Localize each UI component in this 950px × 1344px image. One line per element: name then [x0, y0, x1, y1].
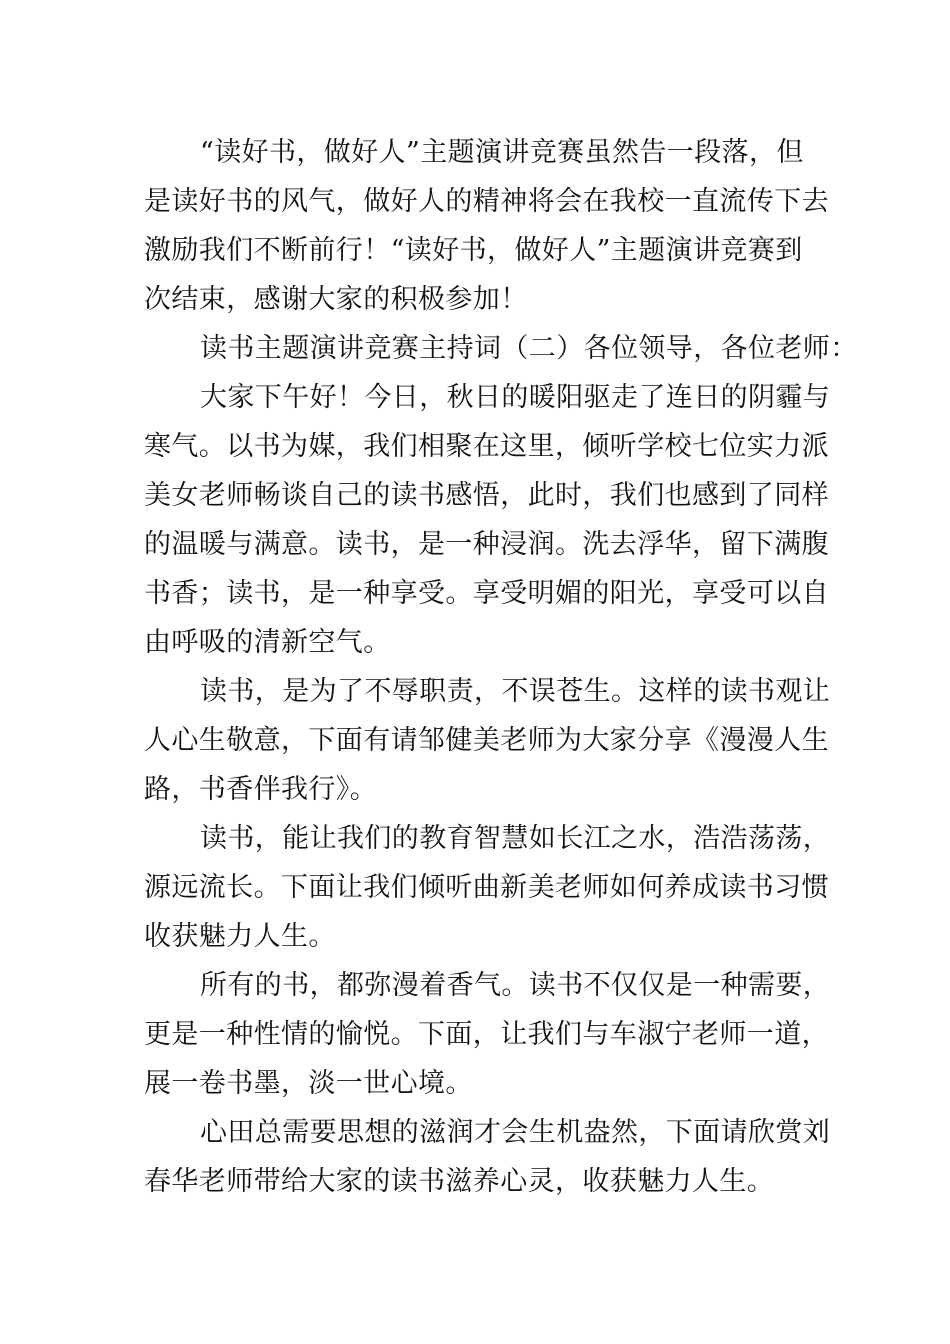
text-line: 大家下午好！今日，秋日的暖阳驱走了连日的阴霾与: [200, 382, 831, 413]
text-line: 美女老师畅谈自己的读书感悟，此时，我们也感到了同样: [144, 480, 829, 511]
text-line: 激励我们不断前行！“读好书，做好人”主题演讲竞赛到: [144, 235, 803, 266]
text-line: 读书，是为了不辱职责，不误苍生。这样的读书观让: [200, 676, 831, 707]
text-line: 春华老师带给大家的读书滋养心灵，收获魅力人生。: [144, 1166, 775, 1197]
text-line: 路，书香伴我行》。: [144, 774, 378, 805]
paragraph: [144, 667, 831, 814]
document-body: [144, 128, 858, 1206]
text-line: 收获魅力人生。: [144, 921, 336, 952]
text-line: 读书主题演讲竞赛主持词（二）各位领导，各位老师：: [200, 333, 858, 364]
text-line: “读好书，做好人”主题演讲竞赛虽然告一段落，但: [200, 137, 804, 168]
paragraph: [144, 373, 831, 667]
text-line: 的温暖与满意。读书，是一种浸润。洗去浮华，留下满腹: [144, 529, 829, 560]
text-line: 寒气。以书为媒，我们相聚在这里，倾听学校七位实力派: [144, 431, 829, 462]
text-line: 次结束，感谢大家的积极参加！: [144, 284, 528, 315]
text-line: 心田总需要思想的滋润才会生机盎然，下面请欣赏刘: [200, 1117, 831, 1148]
text-line: 人心生敬意，下面有请邹健美老师为大家分享《漫漫人生: [144, 725, 829, 756]
text-line: 由呼吸的清新空气。: [144, 627, 391, 658]
paragraph: [144, 961, 831, 1108]
text-line: 所有的书，都弥漫着香气。读书不仅仅是一种需要，: [200, 970, 831, 1001]
text-line: 读书，能让我们的教育智慧如长江之水，浩浩荡荡，: [200, 823, 831, 854]
text-line: 展一卷书墨，淡一世心境。: [144, 1068, 473, 1099]
paragraph: [144, 128, 829, 324]
text-line: 书香；读书，是一种享受。享受明媚的阳光，享受可以自: [144, 578, 829, 609]
text-line: 是读好书的风气，做好人的精神将会在我校一直流传下去: [144, 186, 829, 217]
text-line: 更是一种性情的愉悦。下面，让我们与车淑宁老师一道，: [144, 1019, 829, 1050]
text-line: 源远流长。下面让我们倾听曲新美老师如何养成读书习惯: [144, 872, 829, 903]
paragraph: [144, 814, 831, 961]
paragraph: [144, 1108, 831, 1206]
paragraph: [144, 324, 858, 373]
